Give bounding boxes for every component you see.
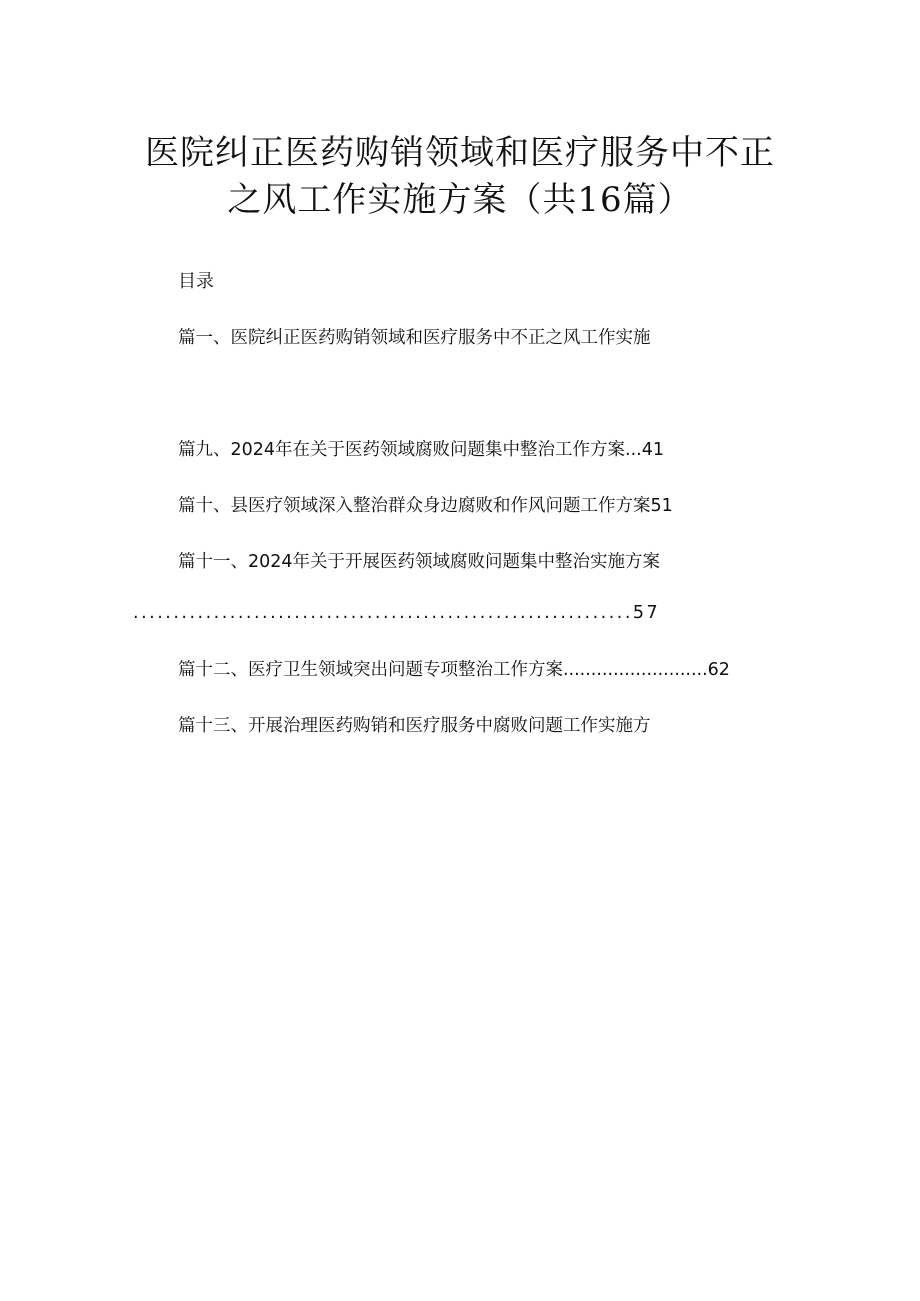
toc-entry-1[interactable]: 篇一、医院纠正医药购销领域和医疗服务中不正之风工作实施	[178, 328, 651, 348]
toc-entry-10[interactable]: 篇十、县医疗领域深入整治群众身边腐败和作风问题工作方案51	[178, 496, 673, 516]
document-title-line-2: 之风工作实施方案（共16篇）	[227, 180, 693, 220]
toc-heading: 目录	[178, 271, 214, 292]
document-title-line-1: 医院纠正医药购销领域和医疗服务中不正	[145, 133, 775, 173]
toc-entry-12[interactable]: 篇十二、医疗卫生领域突出问题专项整治工作方案..........................62	[178, 660, 730, 680]
toc-entry-11-page-leader[interactable]: ..............................................................57	[133, 603, 661, 623]
toc-entry-13[interactable]: 篇十三、开展治理医药购销和医疗服务中腐败问题工作实施方	[178, 716, 651, 736]
toc-entry-11[interactable]: 篇十一、2024年关于开展医药领域腐败问题集中整治实施方案	[178, 552, 661, 572]
toc-entry-9[interactable]: 篇九、2024年在关于医药领域腐败问题集中整治工作方案...41	[178, 440, 664, 460]
